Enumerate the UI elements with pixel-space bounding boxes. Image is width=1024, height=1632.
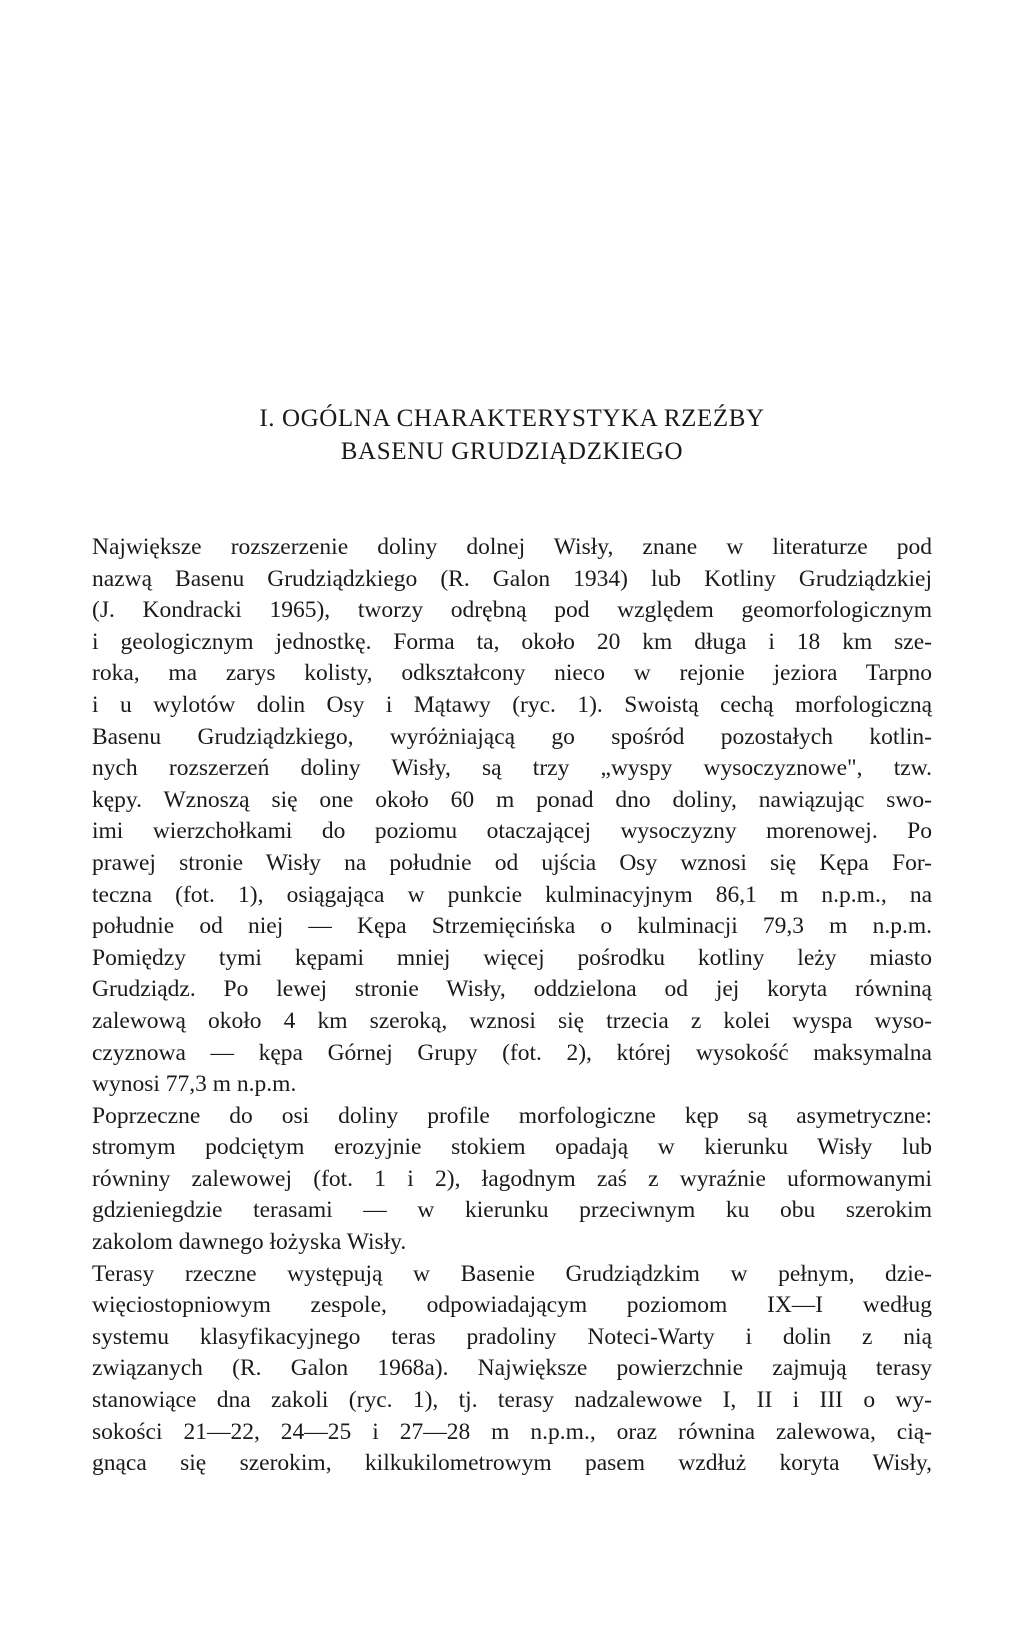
text-line: Basenu Grudziądzkiego, wyróżniającą go spośród pozostałych kotlin- [92, 723, 932, 750]
text-line: gnąca się szerokim, kilkukilometrowym pasem wzdłuż koryta Wisły, [92, 1450, 932, 1477]
body-text [92, 532, 932, 1480]
text-line: Terasy rzeczne występują w Basenie Grudziądzkim w pełnym, dzie- [92, 1260, 932, 1287]
text-line: Poprzeczne do osi doliny profile morfologiczne kęp są asymetryczne: [92, 1102, 932, 1129]
text-line: stanowiące dna zakoli (ryc. 1), tj. terasy nadzalewowe I, II i III o wy- [92, 1387, 932, 1414]
paragraph-2 [92, 1101, 932, 1259]
text-line: czyznowa — kępa Górnej Grupy (fot. 2), której wysokość maksymalna [92, 1039, 932, 1066]
text-line: południe od niej — Kępa Strzemięcińska o kulminacji 79,3 m n.p.m. [92, 913, 932, 940]
text-line: teczna (fot. 1), osiągająca w punkcie kulminacyjnym 86,1 m n.p.m., na [92, 881, 932, 908]
text-line: zakolom dawnego łożyska Wisły. [92, 1229, 407, 1256]
text-line: Pomiędzy tymi kępami mniej więcej pośrodku kotliny leży miasto [92, 944, 932, 971]
text-line: nazwą Basenu Grudziądzkiego (R. Galon 1934) lub Kotliny Grudziądzkiej [92, 565, 932, 592]
text-line: nych rozszerzeń doliny Wisły, są trzy „wyspy wysoczyznowe", tzw. [92, 755, 932, 782]
text-line: (J. Kondracki 1965), tworzy odrębną pod względem geomorfologicznym [92, 597, 932, 624]
paragraph-3 [92, 1259, 932, 1480]
paragraph-1 [92, 532, 932, 1101]
text-line: i geologicznym jednostkę. Forma ta, około 20 km długa i 18 km sze- [92, 628, 932, 655]
chapter-heading-line-2: BASENU GRUDZIĄDZKIEGO [340, 438, 684, 465]
text-line: równiny zalewowej (fot. 1 i 2), łagodnym zaś z wyraźnie uformowanymi [92, 1165, 932, 1192]
text-line: prawej stronie Wisły na południe od ujścia Osy wznosi się Kępa For- [92, 849, 932, 876]
text-line: związanych (R. Galon 1968a). Największe powierzchnie zajmują terasy [92, 1355, 932, 1382]
chapter-heading [0, 402, 1024, 468]
text-line: systemu klasyfikacyjnego teras pradoliny Noteci-Warty i dolin z nią [92, 1323, 932, 1350]
text-line: Grudziądz. Po lewej stronie Wisły, oddzielona od jej koryta równiną [92, 976, 932, 1003]
chapter-heading-line-1: I. OGÓLNA CHARAKTERYSTYKA RZEŹBY [259, 405, 765, 432]
text-line: Największe rozszerzenie doliny dolnej Wisły, znane w literaturze pod [92, 534, 932, 560]
text-line: sokości 21—22, 24—25 i 27—28 m n.p.m., oraz równina zalewowa, cią- [92, 1418, 932, 1445]
text-line: zalewową około 4 km szeroką, wznosi się trzecia z kolei wyspa wyso- [92, 1007, 932, 1034]
text-line: imi wierzchołkami do poziomu otaczającej wysoczyzny morenowej. Po [92, 818, 932, 845]
text-line: roka, ma zarys kolisty, odkształcony nieco w rejonie jeziora Tarpno [92, 660, 932, 687]
text-line: i u wylotów dolin Osy i Mątawy (ryc. 1). Swoistą cechą morfologiczną [92, 691, 932, 718]
text-line: gdzieniegdzie terasami — w kierunku przeciwnym ku obu szerokim [92, 1197, 932, 1224]
text-line: więciostopniowym zespole, odpowiadającym poziomom IX—I według [92, 1292, 932, 1319]
text-line: kępy. Wznoszą się one około 60 m ponad dno doliny, nawiązując swo- [92, 786, 932, 813]
text-line: wynosi 77,3 m n.p.m. [92, 1071, 297, 1098]
text-line: stromym podciętym erozyjnie stokiem opadają w kierunku Wisły lub [92, 1134, 932, 1161]
